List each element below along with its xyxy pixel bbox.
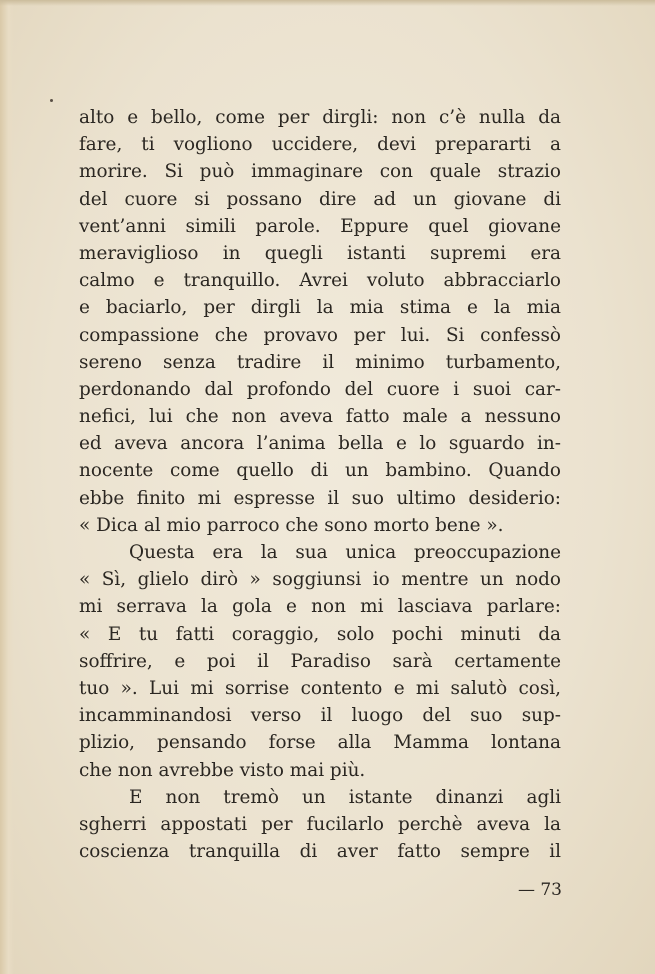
text-line: morire. Si può immaginare con quale strazio [79,161,561,183]
text-line: soffrire, e poi il Paradiso sarà certamente [79,650,561,672]
text-line: plizio, pensando forse alla Mamma lontana [79,732,561,754]
text-line: calmo e tranquillo. Avrei voluto abbracciarlo [79,270,561,292]
text-line: nocente come quello di un bambino. Quando [79,460,561,482]
text-line: « Dica al mio parroco che sono morto bene ». [79,514,504,536]
page-spine-shadow [0,0,14,974]
text-line: ebbe finito mi espresse il suo ultimo desiderio: [79,487,561,509]
text-line: mi serrava la gola e non mi lasciava parlare: [79,596,561,618]
text-line: tuo ». Lui mi sorrise contento e mi salutò così, [79,677,561,699]
text-line: compassione che provavo per lui. Si confessò [79,324,561,346]
text-line: incamminandosi verso il luogo del suo sup- [79,705,561,727]
text-line: sgherri appostati per fucilarlo perchè aveva la [79,813,561,835]
paper-speck [50,99,53,102]
text-line: coscienza tranquilla di aver fatto sempre il [79,841,561,863]
text-line: perdonando dal profondo del cuore i suoi car- [79,378,561,400]
text-line: alto e bello, come per dirgli: non c’è nulla da [79,107,561,128]
text-line: e baciarlo, per dirgli la mia stima e la mia [79,297,561,319]
body-text [79,104,561,865]
text-line: « E tu fatti coraggio, solo pochi minuti da [79,623,561,645]
text-line: E non tremò un istante dinanzi agli [129,786,561,808]
text-line: meraviglioso in quegli istanti supremi era [79,242,561,264]
page-top-edge [0,0,655,6]
text-line: sereno senza tradire il minimo turbamento, [79,351,561,373]
text-line: che non avrebbe visto mai più. [79,759,366,781]
text-line: del cuore si possano dire ad un giovane di [79,188,561,210]
text-line: nefici, lui che non aveva fatto male a nessuno [79,406,561,428]
text-line: fare, ti vogliono uccidere, devi prepararti a [79,134,561,156]
text-line: « Sì, glielo dirò » soggiunsi io mentre un nodo [79,569,561,591]
text-line: Questa era la sua unica preoccupazione [129,542,561,563]
page-number: — 73 [517,880,562,900]
text-line: ed aveva ancora l’anima bella e lo sguardo in- [79,433,561,455]
text-line: vent’anni simili parole. Eppure quel giovane [79,215,561,237]
